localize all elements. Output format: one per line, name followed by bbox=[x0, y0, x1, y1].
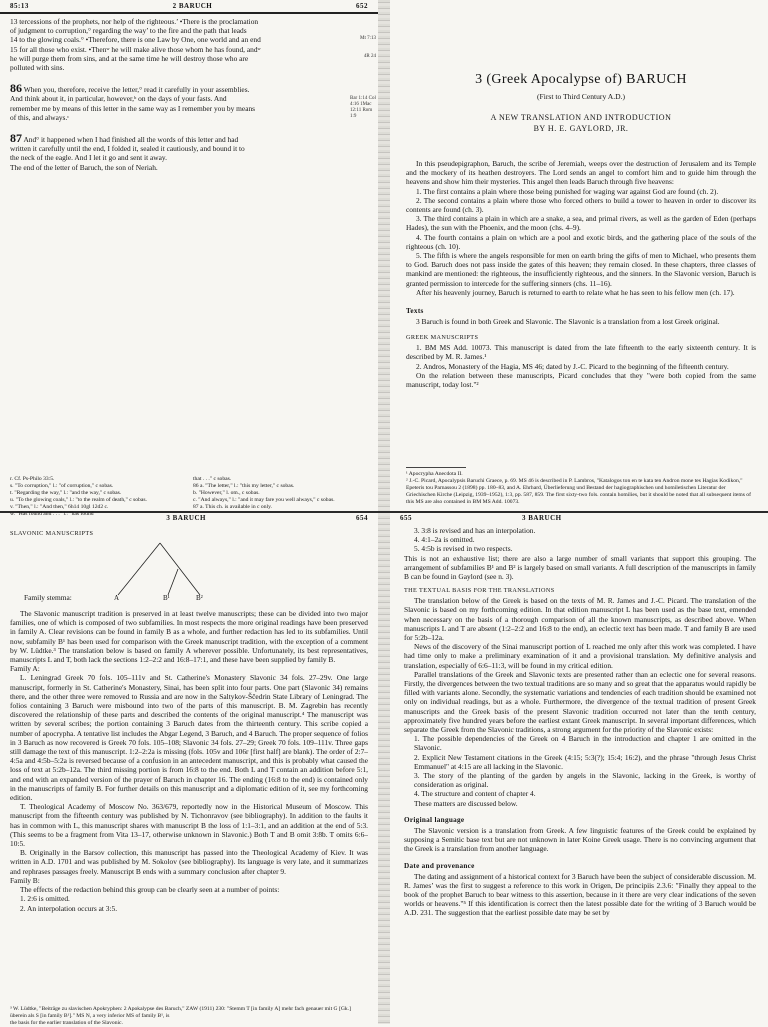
list-item: 4. 4:1–2a is omitted. bbox=[414, 535, 475, 545]
text-line: of judgment to corruption,° regarding the way’ to the fire and the path that leads bbox=[10, 26, 247, 36]
text-line: written it carefully until the end, I folded it, sealed it cautiously, and bound it to bbox=[10, 144, 245, 154]
intro-paragraph: In this pseudepigraphon, Baruch, the scribe of Jeremiah, weeps over the destruction of Jerusalem and its Temple and the mockery of its heathen destroyers. The Lord sends an angel to comfort him and to guide him through the heavens and show him their mysteries. This angel then leads Baruch through five heavens: bbox=[406, 159, 756, 187]
paragraph: The Slavonic manuscript tradition is preserved in at least twelve manuscripts; these can be divided into two major families, one of which is composed of two subfamilies. In most respects the more original readings have been preserved in family A. Clear revisions can be found in family B as a whole, and further redaction has led to its subfamilies. Until now, subfamily B¹ has been used for comparison with the Greek manuscript tradition, with the exception of a comment by W. Lüdtke.³ The translation below is based on family A wherever possible. Unfortunately, its best representatives, manuscripts L and T, both lack the sections 1:2–2:2 and 16:8–17:1, and these have been supplied by family B. bbox=[10, 609, 368, 665]
translation-line: A NEW TRANSLATION AND INTRODUCTION bbox=[490, 113, 672, 122]
footnote: 87 a. This ch. is available in c only. bbox=[193, 504, 272, 510]
footnotes bbox=[406, 464, 756, 506]
heaven-item: 3. The third contains a plain in which are a snake, a sea, and primal rivers, as well as the garden of Eden (perhaps Hades), the sun with the Phoenix, and the moon (chs. 4–9). bbox=[406, 214, 756, 233]
footnote: c. "And always," l.: "and it may fare you well always," c sobas. bbox=[193, 497, 335, 503]
footnote: w. "Has found and . . ." l.: "has found bbox=[10, 511, 94, 517]
page-653 bbox=[390, 0, 768, 512]
footnote: r. Cf. Ps-Philo 33:5. bbox=[10, 476, 55, 482]
paragraph: On the relation between these manuscripts, Picard concludes that they "were both copied from the same manuscript, today lost."² bbox=[406, 370, 756, 390]
family-stemma bbox=[10, 539, 368, 603]
paragraph: The dating and assignment of a historical context for 3 Baruch have been the subject of considerable discussion. M. R. James’ was the first to suggest a reference to this work in Origen, De principiis 2.3.6: "Finally they appeal to the book of the prophet Baruch to bear witness to this assertion, because in it there are very clear indications of the seven worlds or heavens."⁵ If this identification is correct then the latest possible date for the writing of 3 Baruch would be A.D. 231. The suggestion that the earliest possible date may be set by bbox=[404, 871, 756, 918]
paragraph: T. Theological Academy of Moscow No. 363/679, reportedly now in the Historical Museum of Moscow. This manuscript from the fifteenth century was published by N. Tichonravov (see bibliography). In addition to the faults it has in common with L, this manuscript shares with manuscript B the loss of 1:1–3:1, and an addition at the end of 5:3. (This seems to be a fragment from Vita 13–17, otherwise unknown in Slavonic.) Both T and B omit 3:8b. T omits 6:6–10:5. bbox=[10, 802, 368, 849]
footnote: the basis for the earlier translation of the Slavonic. bbox=[10, 1020, 123, 1026]
text-line: When you, therefore, receive the letter,° read it carefully in your assemblies. bbox=[23, 85, 250, 95]
list-item: 3. The story of the planting of the garden by angels in the Slavonic, lacking in the Greek, is worthy of consideration as original. bbox=[414, 771, 756, 790]
text-line: 14 to the glowing coals.° •Therefore, there is one Law by One, one world and an end bbox=[10, 35, 261, 45]
footnote: t. "Regarding the way," l.: "and the way," c sobas. bbox=[10, 490, 122, 496]
footnote-rule bbox=[406, 467, 466, 468]
section-heading: Original language bbox=[404, 815, 465, 824]
footnote: 86 a. "The letter," l.: "this my letter," c sobas. bbox=[193, 483, 295, 489]
list-item: 2. An interpolation occurs at 3:5. bbox=[20, 903, 118, 913]
stemma-label: Family stemma: bbox=[24, 593, 72, 602]
paragraph: The effects of the redaction behind this group can be clearly seen at a number of points: bbox=[20, 885, 280, 895]
text-line: And° it happened when I had finished all the words of this letter and had bbox=[23, 135, 239, 145]
footnote: that . . ." c sobas. bbox=[193, 476, 232, 482]
section-heading: Date and provenance bbox=[404, 861, 475, 870]
text-line: And think about it, in particular, however,ᵇ on the days of your fasts. And bbox=[10, 94, 227, 104]
list-item: 4. The structure and content of chapter 4. bbox=[414, 789, 536, 799]
paragraph: News of the discovery of the Sinai manuscript portion of L reached me only after this work was completed. I have had time only to make a preliminary examination of it and a provisional translation. My definitive analysis and translation, especially of 6:6–11:3, will be found in my critical edition. bbox=[404, 642, 756, 670]
heaven-item: 5. The fifth is where the angels responsible for men on earth bring the gifts of men to Michael, who presents them to God. Baruch does not pass inside the gates of this heaven; they remain closed. In these chapters, three classes of mankind are mentioned: the righteous, the insufficiently righteous, and the sinners. In the Slavonic version, Baruch is granted permission to intercede for the suffering sinners (chs. 11–16). bbox=[406, 251, 756, 288]
page-header bbox=[390, 512, 768, 524]
footnote: u. "To the glowing coals," l.: "to the realm of death," c sobas. bbox=[10, 497, 147, 503]
heaven-item: 4. The fourth contains a plain on which are a pool and exotic birds, and the gathering place of the souls of the righteous (ch. 10). bbox=[406, 232, 756, 251]
book-subtitle: (First to Third Century A.D.) bbox=[536, 92, 626, 101]
subsection-heading: THE TEXTUAL BASIS FOR THE TRANSLATIONS bbox=[404, 587, 555, 595]
heaven-item: After his heavenly journey, Baruch is returned to earth to relate what he has seen to his fellow men (ch. 17). bbox=[416, 287, 735, 297]
paragraph: L. Leningrad Greek 70 fols. 105–111v and St. Catherine's Monastery Slavonic 34 fols. 27–29v. One large manuscript, formerly in St. Catherine's Monastery, Sinai, has been split into four parts. One part (Slavonic 34) remains there, and the other three were removed to Russia and are now in the Saltykov-Ščedrin State Library of Leningrad. The folios containing 3 Baruch were misbound into two of the parts of this manuscript. B. M. Zagrebin has recently discovered the relationship of these parts and described the contents of the original manuscript.⁴ The manuscript was written by several scribes; the portion containing 3 Baruch dates from the thirteenth century. This scribe copied a number of apocrypha. A tentative list includes the Abgar Legend, 3 Baruch, and 4 Baruch. The proper sequence of folios in 3 Baruch as now recovered is Greek 70 fols. 105–108; Slavonic 34 fols. 27–29; Greek 70 fols. 109–111v. Three gaps still damage the text of this manuscript. 1:2–2:2a is missing (fols. 105v and 106r [first half] are blank). The order of 2:7–4:5a and 4:5b–5:2a is reversed because of a confusion in an antecedent manuscript, and this is probably what caused the loss of text at 5:2b–12a. The third missing portion is from 16:8 to the end. Both L and T contain an addition before 5:1, and end with an expanded version of the prayer of Baruch in chapter 16. The ending (16:8 to the end) is contained only in the manuscripts of family B. For further details on this manuscript and a diplomatic edition of it, see my forthcoming edition. bbox=[10, 673, 368, 803]
paragraph: Family B: bbox=[10, 875, 40, 885]
list-item: 1. BM MS Add. 10073. This manuscript is dated from the late fifteenth to the early sixteenth century. It is described by M. R. James.¹ bbox=[406, 343, 756, 362]
list-item: These matters are discussed below. bbox=[414, 798, 518, 808]
paragraph: Parallel translations of the Greek and Slavonic texts are presented rather than an eclectic one for several reasons. Firstly, the divergences between the two textual traditions are so many and so great that the apparatus would rapidly be filled with variants alone. Secondly, the systematic variations and tendencies of each tradition should be examined not only on individual readings, but as a whole. Furthermore, the divergence of the textual tradition of present Greek manuscripts and the Greek basis of the present Slavonic tradition occurred not later than the tenth century, approximately five hundred years before the earliest extant Greek manuscript. In several important differences, which separate the Greek from the Slavonic traditions, a strong argument for the priority of the Slavonic exists: bbox=[404, 669, 756, 735]
footnote: v. "Then," l.: "And then," 6h14 10gl 12d2 c. bbox=[10, 504, 109, 510]
footnotes bbox=[10, 1006, 368, 1027]
stemma-line bbox=[160, 543, 200, 595]
chapter-number: 87 bbox=[10, 131, 22, 146]
text-line: remember me by means of this letter in the same way as I remember you by means bbox=[10, 103, 256, 113]
stemma-line bbox=[168, 569, 178, 595]
text-line: polluted with sins. bbox=[10, 63, 65, 73]
book-title: 3 (Greek Apocalypse of) BARUCH bbox=[475, 72, 687, 87]
paragraph: Family A: bbox=[10, 664, 40, 674]
footnote: ³ W. Lüdtke, "Beiträge zu slavischen Apokryphen: 2 Apokalypse des Baruch," ZAW (1911) 230: "Stemm T [in family A] mehr fach genauer mit G [Gk.] überein als S [in family B¹]." MS N, a very inferior MS of family B¹, is bbox=[10, 1006, 351, 1019]
ch85-block bbox=[10, 17, 348, 72]
margin-ref: 4R 24 bbox=[363, 54, 376, 59]
page-header bbox=[0, 512, 378, 524]
header-ref: 85:13 bbox=[10, 2, 29, 10]
footnote: b. "However," l. om., c sobas. bbox=[193, 490, 260, 496]
paragraph: 3 Baruch is found in both Greek and Slavonic. The Slavonic is a translation from a lost Greek original. bbox=[416, 317, 720, 327]
page-number: 654 bbox=[356, 514, 368, 522]
page-number: 652 bbox=[356, 2, 368, 10]
page-header bbox=[0, 0, 378, 14]
stemma-line bbox=[118, 543, 160, 595]
margin-ref: Mt 7:13 bbox=[360, 36, 376, 41]
page-652 bbox=[0, 0, 378, 517]
page-654 bbox=[0, 512, 378, 1024]
list-item: 1. 2:6 is omitted. bbox=[20, 894, 70, 904]
ch87-block bbox=[10, 131, 348, 172]
stemma-node-b2: B² bbox=[196, 594, 203, 602]
heaven-item: 1. The first contains a plain where those being punished for waging war against God are found (ch. 2). bbox=[416, 186, 719, 196]
text-line: 13 tercessions of the prophets, nor help of the righteous.’ •There is the proclamation bbox=[10, 17, 259, 26]
margin-ref: Bar 1:14 Col 4:16 1Mac 12:11 Rom 1:9 bbox=[350, 96, 376, 119]
paragraph: B. Originally in the Barsov collection, this manuscript has passed into the Theological Academy of Kiev. It was written in A.D. 1701 and was published by M. Sokolov (see bibliography). Its language is very late, and it summarizes and rephrases passages freely. Manuscript B ends with a summary conclusion after chapter 9. bbox=[10, 848, 368, 876]
stemma-node-b1: B¹ bbox=[163, 594, 170, 602]
list-item: 2. Andros, Monastery of the Hagia, MS 46; dated by J.-C. Picard to the beginning of the fifteenth century. bbox=[416, 361, 729, 371]
list-item: 3. 3:8 is revised and has an interpolation. bbox=[414, 526, 536, 535]
chapter-number: 86 bbox=[10, 81, 22, 96]
text-line: The end of the letter of Baruch, the son of Neriah. bbox=[10, 162, 158, 172]
text-line: he will purge them from sins, and at the same time he will destroy those who are bbox=[10, 53, 249, 63]
text-line: 15 for all those who exist. •Thenʷ he will make alive those whom he has found, andʷ bbox=[10, 44, 261, 54]
text-line: of this, and always.ᶜ bbox=[10, 112, 70, 122]
paragraph: This is not an exhaustive list; there are also a large number of small variants that support this grouping. The arrangement of subfamilies B¹ and B² is largely based on small variants. A full description of the manuscripts in family B can be found in Gaylord (see n. 3). bbox=[404, 553, 756, 582]
footnote: s. "To corruption," l.: "of corruption," c sobas. bbox=[10, 483, 114, 489]
heaven-item: 2. The second contains a plain where those who forced others to build a tower to heaven in order to discover its contents are found (ch. 3). bbox=[406, 195, 756, 215]
list-item: 2. Explicit New Testament citations in the Greek (4:15; 5:3(?); 15:4; 16:2), and the phrase "through Jesus Christ Emmanuel" at 4:15 are all lacking in the Slavonic. bbox=[414, 752, 756, 771]
section-heading: Texts bbox=[406, 307, 424, 316]
list-item: 5. 4:5b is revised in two respects. bbox=[414, 544, 513, 554]
header-title: 3 BARUCH bbox=[166, 514, 206, 522]
footnote: ² J.-C. Picard, Apocalypsis Baruchi Graece, p. 69. MS 46 is described in P. Lambros, "Katalogos ton en te kata ten Andron mone tes Hagias Kodikon," Epeteris tou Parnassou 2 (1898) pp. 180–83, and A. Ehrhard, Überlieferung und Bestand der hagiographischen und homiletischen Literatur der Griechischen Kirche (Leipzig, 1939–1952), 1:3, pp. 587, 859. The first sixty-two fols. contain homilies, but it should be noted that all subsequent items of this MS are also contained in BM MS Add. 10073. bbox=[406, 478, 751, 505]
header-title: 2 BARUCH bbox=[172, 2, 213, 10]
stemma-node-a: A bbox=[114, 594, 120, 602]
list-item: 1. The possible dependencies of the Greek on 4 Baruch in the introduction and chapter 1 are omitted in the Slavonic. bbox=[414, 734, 756, 753]
subsection-heading: GREEK MANUSCRIPTS bbox=[406, 334, 479, 342]
header-title: 3 BARUCH bbox=[522, 514, 562, 522]
page-655 bbox=[390, 512, 768, 1024]
subsection-heading: SLAVONIC MANUSCRIPTS bbox=[10, 530, 94, 537]
page-number: 655 bbox=[400, 514, 412, 522]
author-line: BY H. E. GAYLORD, JR. bbox=[533, 124, 629, 133]
ch86-block bbox=[10, 81, 348, 122]
paragraph: The Slavonic version is a translation from Greek. A few linguistic features of the Greek could be explained by supposing a Semitic base text but are not unknown in later Koine Greek usage. There is no convincing argument that the Greek is a translation from another language. bbox=[404, 825, 756, 854]
paragraph: The translation below of the Greek is based on the texts of M. R. James and J.-C. Picard. The translation of the Slavonic is based on my forthcoming edition. In that edition manuscript L has been used as the base text, emended when necessary on the basis of a thorough comparison of all the known manuscripts, as described above. When manuscripts L and T are absent (1:2–2:2 and 16:8 to the end), an eclectic text has been made. T and family B are used for 5:2b–12a. bbox=[404, 596, 756, 643]
text-line: the neck of the eagle. And I let it go and sent it away. bbox=[10, 153, 167, 163]
footnote: ¹ Apocrypha Anecdota II. bbox=[406, 471, 463, 477]
